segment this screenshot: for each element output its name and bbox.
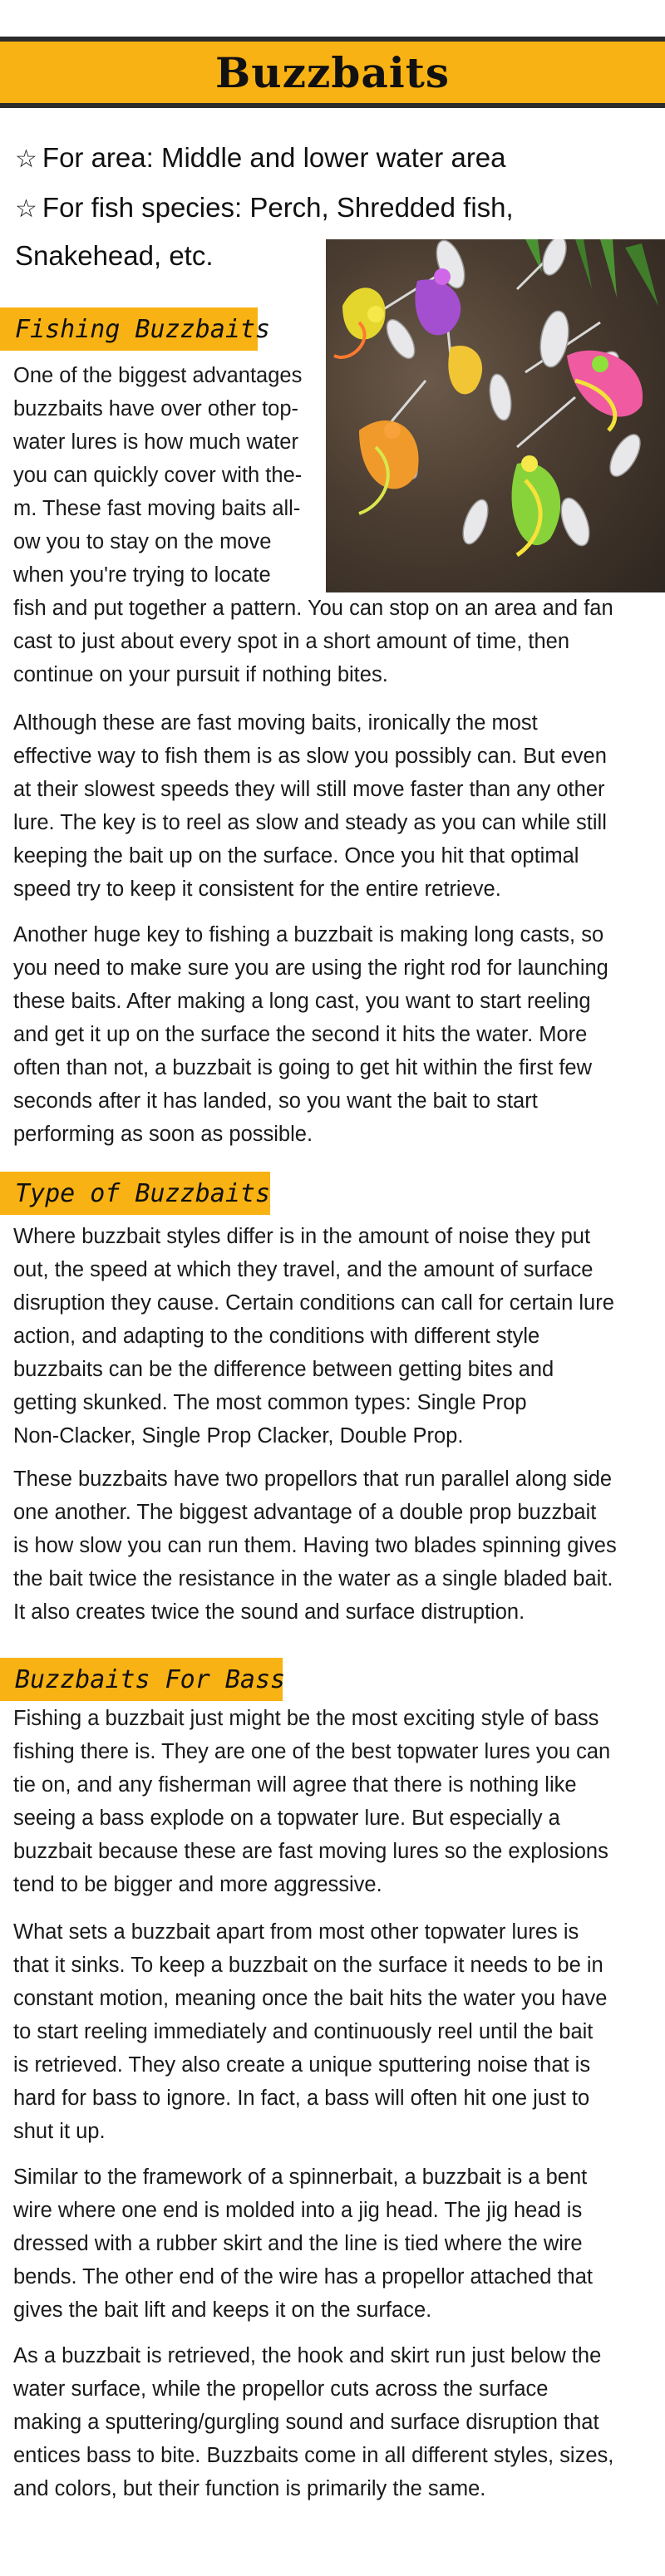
fishing-intro-narrow xyxy=(13,359,323,592)
text-line: often than not, a buzzbait is going to get hit within the first few xyxy=(13,1056,592,1079)
section-heading-type-text: Type of Buzzbaits xyxy=(15,1178,271,1208)
text-line: the bait twice the resistance in the water as a single bladed bait. xyxy=(13,1567,613,1590)
text-line: m. These fast moving baits all- xyxy=(13,497,301,520)
text-line: gives the bait lift and keeps it on the surface. xyxy=(13,2298,432,2322)
text-line: one another. The biggest advantage of a double prop buzzbait xyxy=(13,1501,597,1524)
text-line: and get it up on the surface the second it hits the water. More xyxy=(13,1023,588,1046)
text-line: dressed with a rubber skirt and the line is tied where the wire xyxy=(13,2232,583,2255)
area-value: Middle and lower water area xyxy=(160,142,506,173)
area-label: For area: xyxy=(42,142,154,173)
text-line: speed try to keep it consistent for the entire retrieve. xyxy=(13,878,501,901)
text-line: to start reeling immediately and continuously reel until the bait xyxy=(13,2020,594,2043)
text-line: seconds after it has landed, so you want the bait to start xyxy=(13,1089,538,1113)
fishing-intro-wide xyxy=(13,592,653,691)
area-line xyxy=(15,141,506,176)
text-line: water lures is how much water xyxy=(13,430,298,454)
text-line: and colors, but their function is primarily the same. xyxy=(13,2477,486,2500)
text-line: entices bass to bite. Buzzbaits come in all different styles, sizes, xyxy=(13,2444,614,2467)
text-line: fishing there is. They are one of the best topwater lures you can xyxy=(13,1740,611,1763)
section-heading-fishing-text: Fishing Buzzbaits xyxy=(15,314,271,344)
bass-paragraph-2 xyxy=(13,1915,653,2148)
section-heading-fishing xyxy=(0,307,271,351)
text-line: Non-Clacker, Single Prop Clacker, Double Prop. xyxy=(13,1424,464,1448)
text-line: continue on your pursuit if nothing bites. xyxy=(13,663,388,686)
text-line: What sets a buzzbait apart from most other topwater lures is xyxy=(13,1920,579,1944)
text-line: One of the biggest advantages xyxy=(13,364,303,387)
text-line: performing as soon as possible. xyxy=(13,1123,313,1146)
text-line: these baits. After making a long cast, you want to start reeling xyxy=(13,990,591,1013)
text-line: when you're trying to locate xyxy=(13,563,271,587)
section-heading-bass-text: Buzzbaits For Bass xyxy=(15,1664,286,1694)
text-line: tend to be bigger and more aggressive. xyxy=(13,1873,382,1896)
text-line: buzzbait because these are fast moving lures so the explosions xyxy=(13,1840,608,1863)
species-line-continued xyxy=(15,239,214,273)
species-value: Perch, Shredded fish, xyxy=(249,192,514,223)
species-label: For fish species: xyxy=(42,192,243,223)
text-line: Fishing a buzzbait just might be the most exciting style of bass xyxy=(13,1707,599,1730)
text-line: It also creates twice the sound and surface distruption. xyxy=(13,1600,525,1624)
text-line: Where buzzbait styles differ is in the amount of noise they put xyxy=(13,1225,591,1248)
species-value-continued: Snakehead, etc. xyxy=(15,240,214,271)
text-line: seeing a bass explode on a topwater lure. But especially a xyxy=(13,1807,560,1830)
text-line: fish and put together a pattern. You can stop on an area and fan xyxy=(13,597,613,620)
bass-paragraph-4 xyxy=(13,2339,653,2505)
species-line xyxy=(15,191,514,226)
text-line: As a buzzbait is retrieved, the hook and skirt run just below the xyxy=(13,2344,602,2367)
text-line: is how slow you can run them. Having two blades spinning gives xyxy=(13,1534,617,1557)
text-line: keeping the bait up on the surface. Once you hit that optimal xyxy=(13,844,579,868)
bass-paragraph-1 xyxy=(13,1702,653,1901)
type-paragraph-2 xyxy=(13,1463,653,1629)
text-line: tie on, and any fisherman will agree that there is nothing like xyxy=(13,1773,577,1797)
bass-paragraph-3 xyxy=(13,2161,653,2327)
type-paragraph-1 xyxy=(13,1220,653,1453)
text-line: hard for bass to ignore. In fact, a bass will often hit one just to xyxy=(13,2087,590,2110)
text-line: buzzbaits can be the difference between getting bites and xyxy=(13,1358,554,1381)
text-line: Although these are fast moving baits, ironically the most xyxy=(13,711,538,735)
text-line: ow you to stay on the move xyxy=(13,530,272,553)
text-line: wire where one end is molded into a jig head. The jig head is xyxy=(13,2199,583,2222)
page-title: Buzzbaits xyxy=(215,47,450,97)
text-line: constant motion, meaning once the bait hits the water you have xyxy=(13,1987,608,2010)
text-line: you can quickly cover with the- xyxy=(13,464,303,487)
buzzbait-lures-photo xyxy=(326,239,665,592)
text-line: you need to make sure you are using the right rod for launching xyxy=(13,956,608,980)
fishing-paragraph-2 xyxy=(13,706,653,906)
star-icon: ☆ xyxy=(15,145,37,174)
text-line: making a sputtering/gurgling sound and surface disruption that xyxy=(13,2411,599,2434)
text-line: at their slowest speeds they will still move faster than any other xyxy=(13,778,605,801)
lures-illustration xyxy=(326,239,665,592)
text-line: is retrieved. They also create a unique sputtering noise that is xyxy=(13,2053,591,2077)
text-line: buzzbaits have over other top- xyxy=(13,397,299,420)
text-line: water surface, while the propellor cuts across the surface xyxy=(13,2377,549,2401)
section-heading-type xyxy=(0,1172,270,1215)
text-line: disruption they cause. Certain conditions can call for certain lure xyxy=(13,1291,614,1315)
text-line: cast to just about every spot in a short amount of time, then xyxy=(13,630,570,653)
text-line: getting skunked. The most common types: Single Prop xyxy=(13,1391,527,1414)
text-line: These buzzbaits have two propellors that run parallel along side xyxy=(13,1467,613,1491)
text-line: Another huge key to fishing a buzzbait is making long casts, so xyxy=(13,923,604,946)
title-banner xyxy=(0,37,665,108)
text-line: bends. The other end of the wire has a propellor attached that xyxy=(13,2265,593,2288)
star-icon: ☆ xyxy=(15,194,37,224)
text-line: action, and adapting to the conditions with different style xyxy=(13,1325,540,1348)
text-line: Similar to the framework of a spinnerbait, a buzzbait is a bent xyxy=(13,2166,588,2189)
section-heading-bass xyxy=(0,1658,286,1701)
fishing-paragraph-3 xyxy=(13,918,653,1151)
text-line: out, the speed at which they travel, and the amount of surface xyxy=(13,1258,594,1281)
text-line: effective way to fish them is as slow you possibly can. But even xyxy=(13,745,607,768)
text-line: shut it up. xyxy=(13,2120,106,2143)
text-line: lure. The key is to reel as slow and steady as you can while still xyxy=(13,811,607,834)
text-line: that it sinks. To keep a buzzbait on the surface it needs to be in xyxy=(13,1954,603,1977)
